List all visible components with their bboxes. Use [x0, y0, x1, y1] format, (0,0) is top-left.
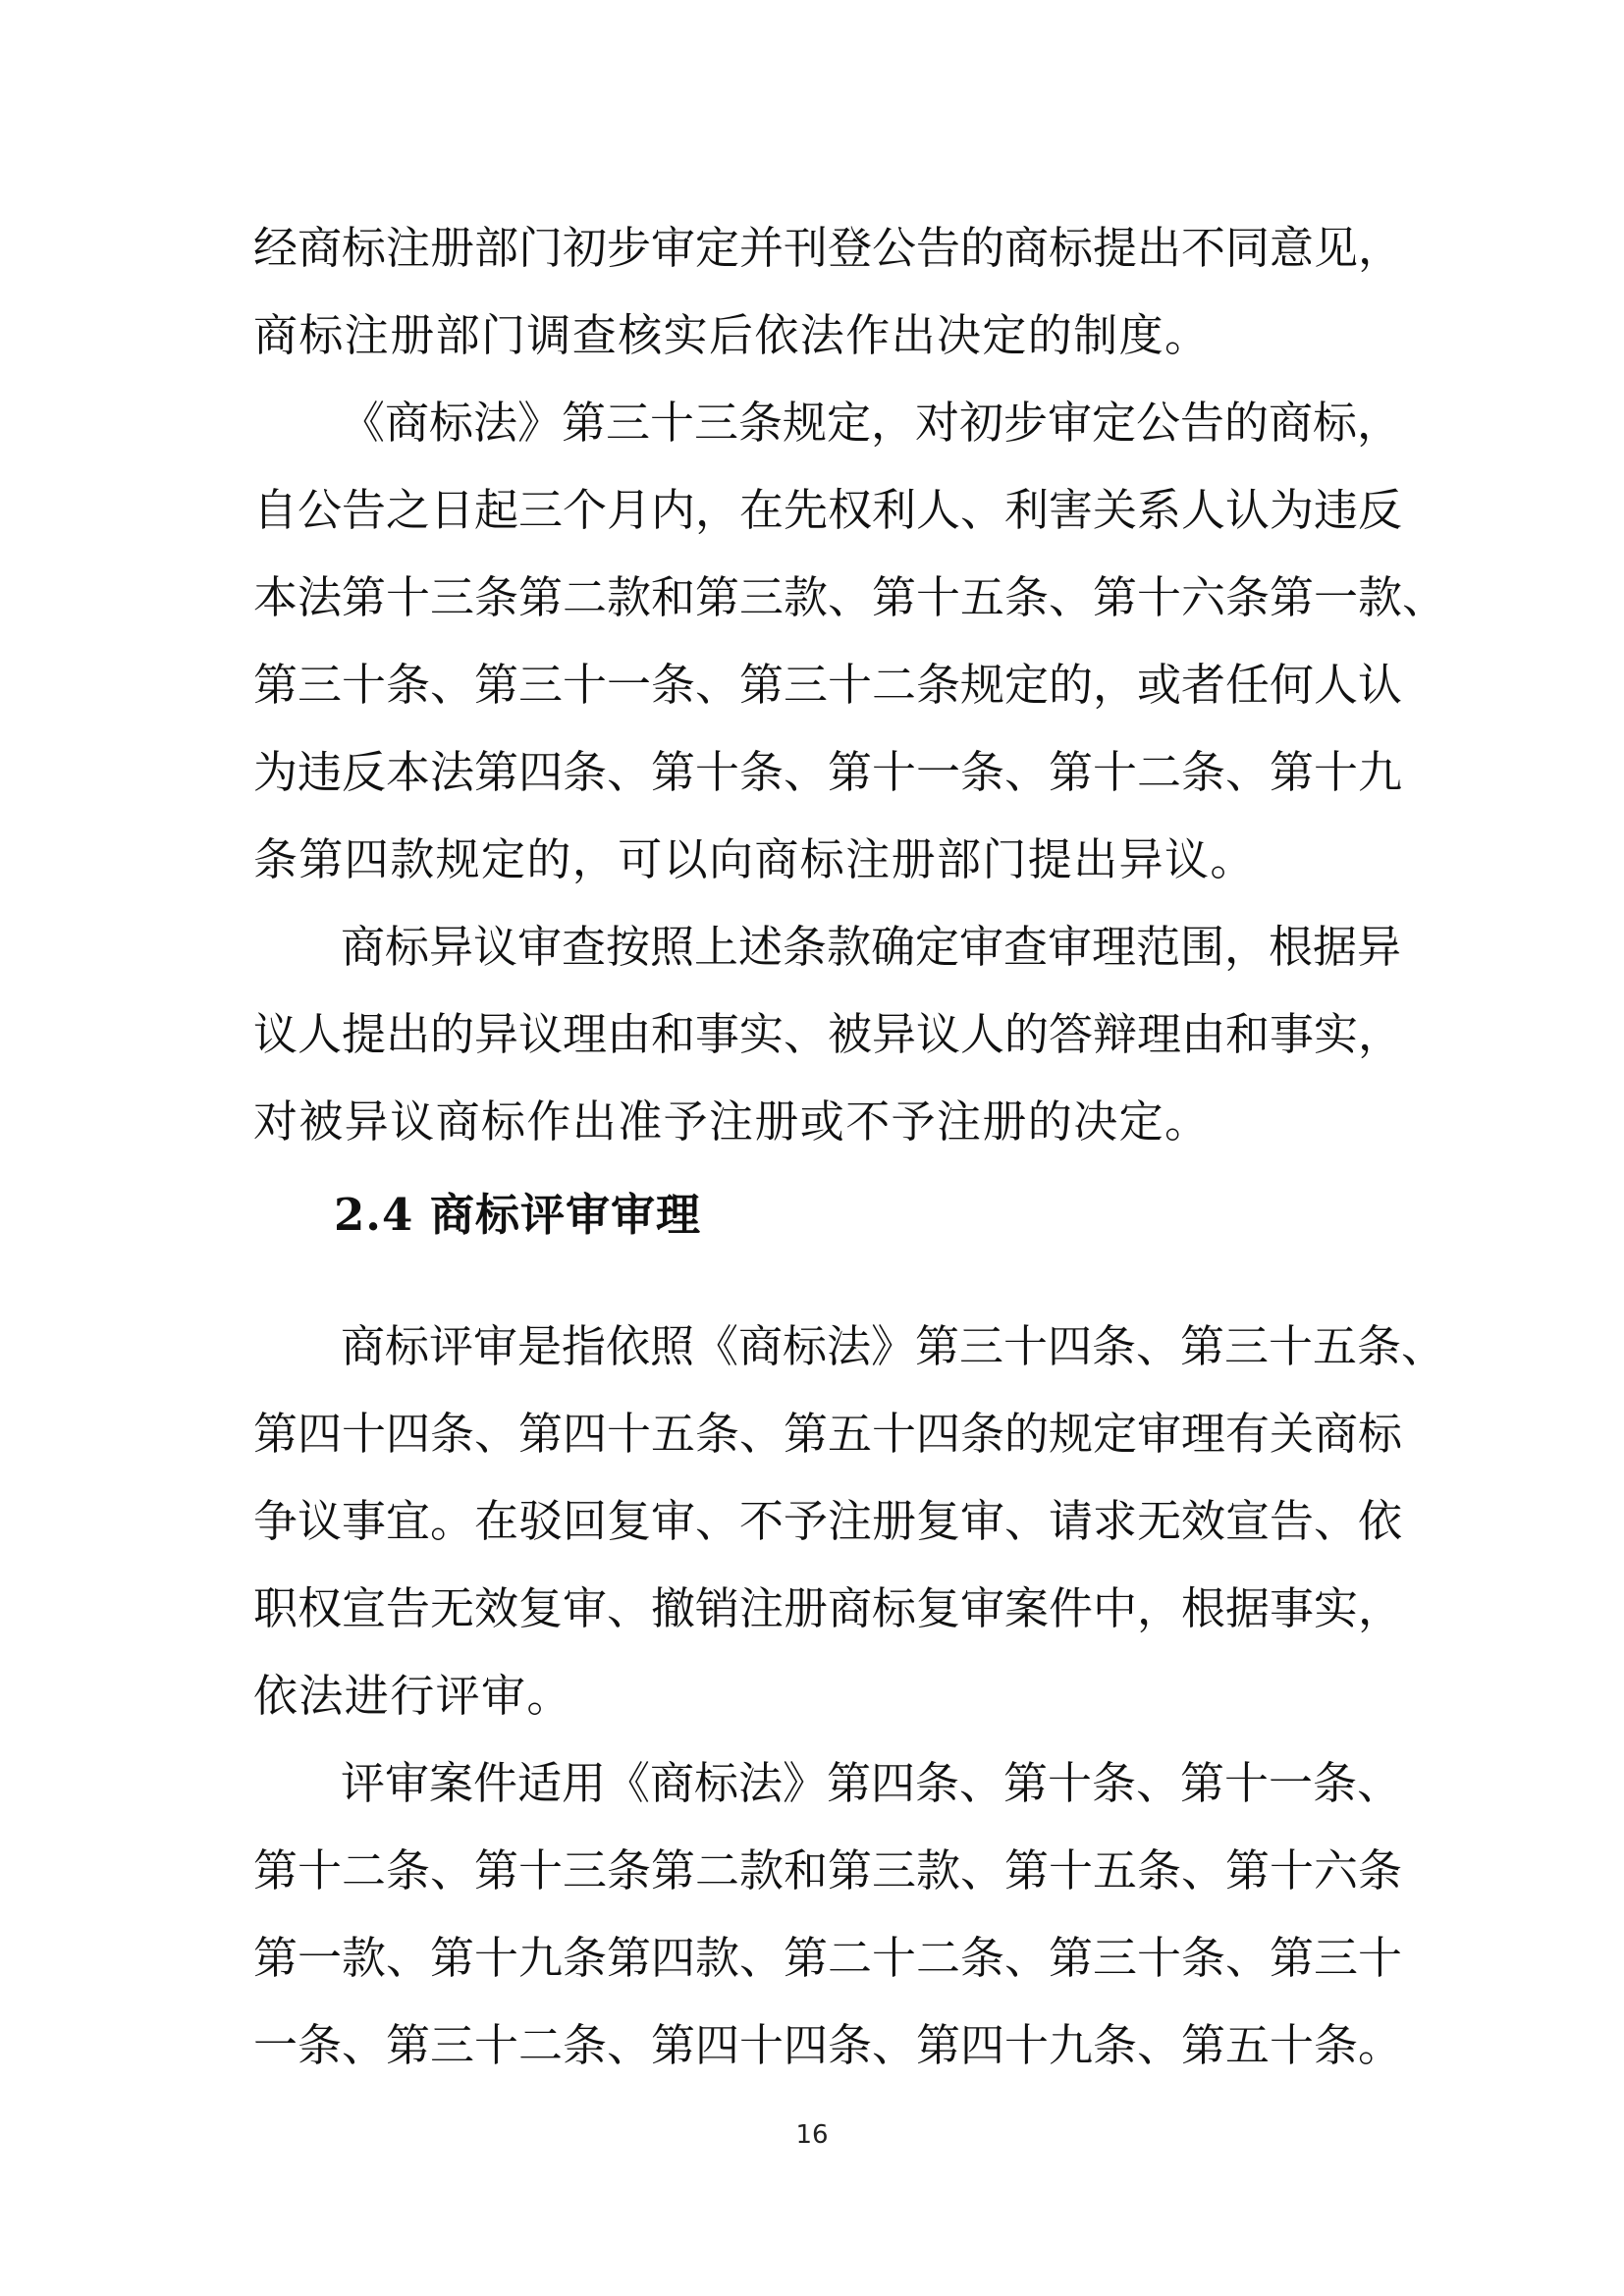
text-line: 第一款、第十九条第四款、第二十二条、第三十条、第三十: [253, 1932, 1403, 1984]
text-line: 职权宣告无效复审、撤销注册商标复审案件中，根据事实，: [253, 1582, 1403, 1634]
text-line: 条第四款规定的，可以向商标注册部门提出异议。: [253, 833, 1256, 885]
text-line: 一条、第三十二条、第四十四条、第四十九条、第五十条。: [253, 2019, 1403, 2071]
text-line: 依法进行评审。: [253, 1670, 572, 1722]
text-line: 商标异议审查按照上述条款确定审查审理范围，根据异: [341, 921, 1402, 973]
text-line: 第三十条、第三十一条、第三十二条规定的，或者任何人认: [253, 659, 1403, 711]
page-number: 16: [795, 2120, 829, 2150]
text-line: 本法第十三条第二款和第三款、第十五条、第十六条第一款、: [253, 571, 1447, 623]
text-line: 争议事宜。在驳回复审、不予注册复审、请求无效宣告、依: [253, 1495, 1403, 1547]
text-line: 《商标法》第三十三条规定，对初步审定公告的商标，: [341, 397, 1402, 449]
text-line: 为违反本法第四条、第十条、第十一条、第十二条、第十九: [253, 746, 1403, 798]
text-line: 自公告之日起三个月内，在先权利人、利害关系人认为违反: [253, 484, 1403, 536]
text-line: 议人提出的异议理由和事实、被异议人的答辩理由和事实，: [253, 1008, 1403, 1060]
text-line: 评审案件适用《商标法》第四条、第十条、第十一条、: [341, 1757, 1402, 1809]
text-line: 对被异议商标作出准予注册或不予注册的决定。: [253, 1095, 1211, 1148]
text-line: 第四十四条、第四十五条、第五十四条的规定审理有关商标: [253, 1408, 1403, 1460]
text-line: 商标注册部门调查核实后依法作出决定的制度。: [253, 309, 1211, 361]
text-line: 第十二条、第十三条第二款和第三款、第十五条、第十六条: [253, 1844, 1403, 1896]
text-line: 经商标注册部门初步审定并刊登公告的商标提出不同意见，: [253, 222, 1403, 274]
section-heading: 2.4 商标评审审理: [334, 1189, 701, 1241]
text-line: 商标评审是指依照《商标法》第三十四条、第三十五条、: [341, 1320, 1446, 1372]
